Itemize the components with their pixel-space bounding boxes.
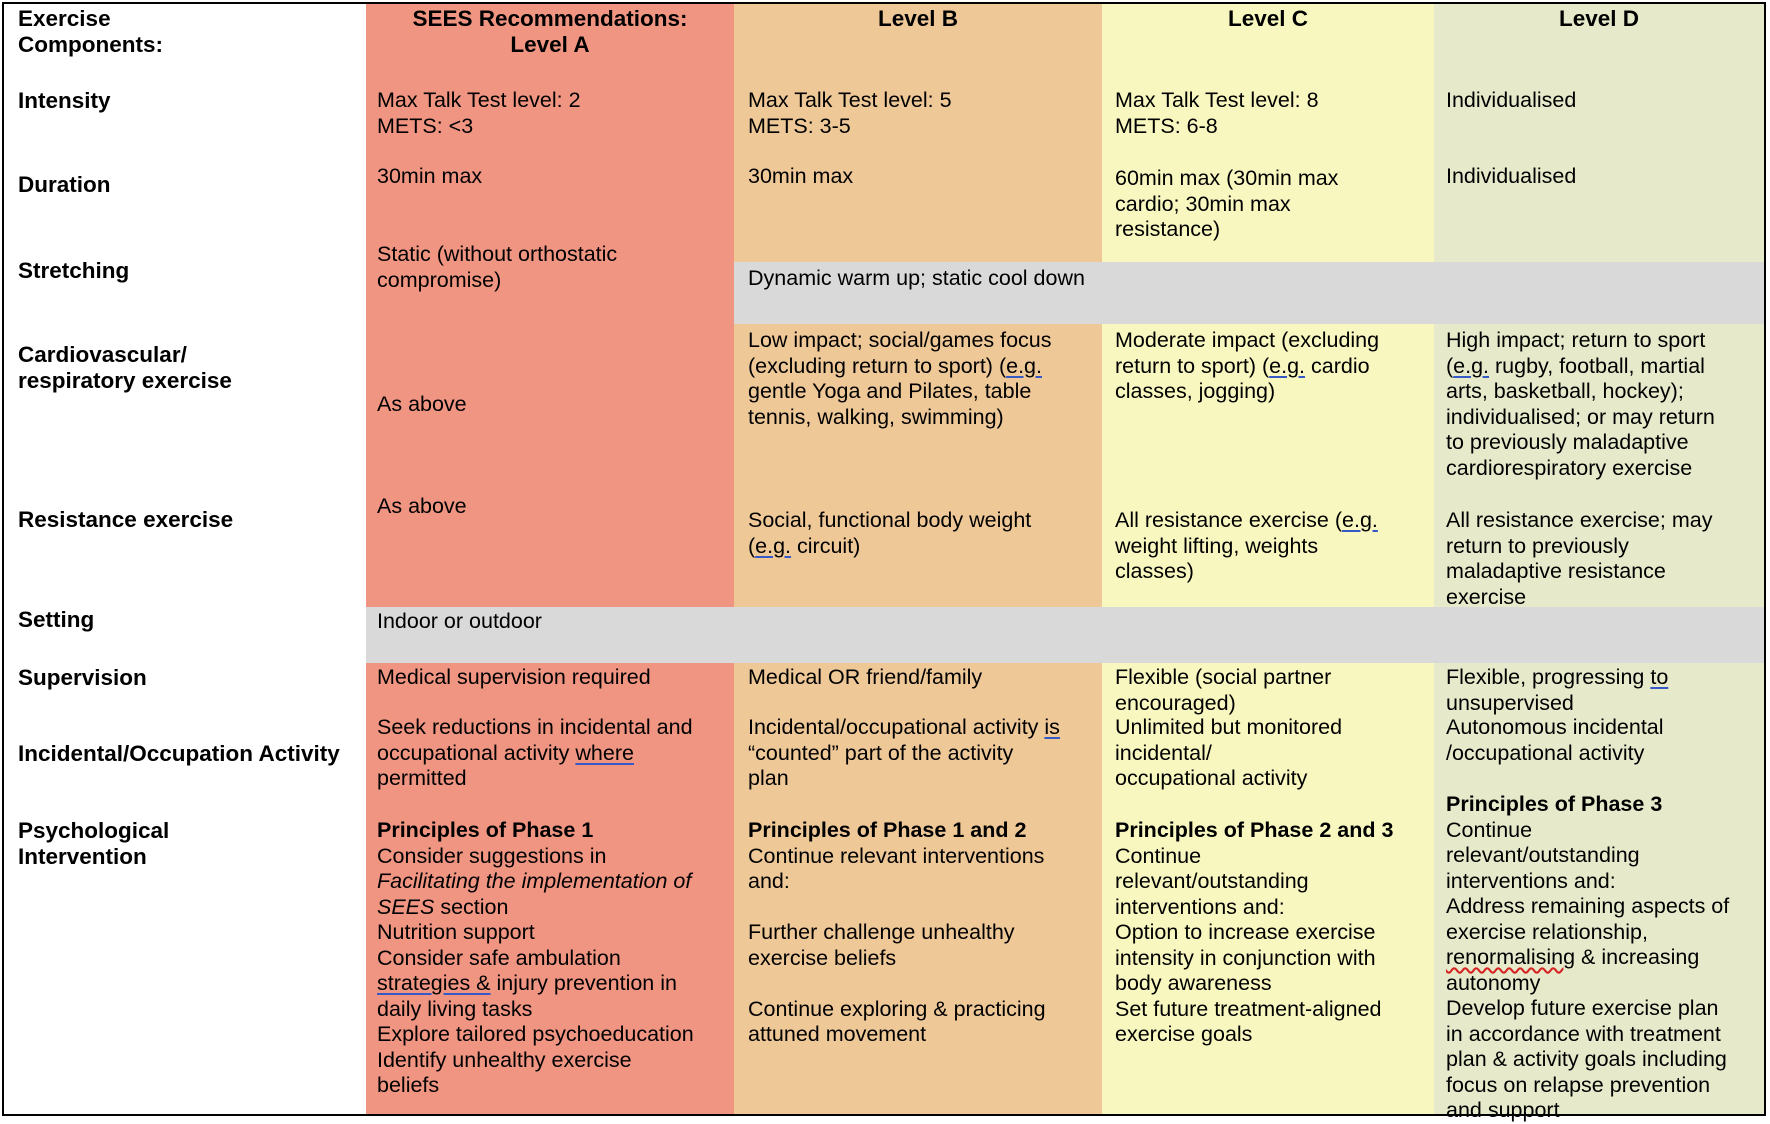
cardio-level-a: As above (377, 392, 467, 416)
row-label-setting: Setting (18, 607, 95, 632)
row-label-cardio: Cardiovascular/ respiratory exercise (18, 342, 232, 393)
row-label-duration: Duration (18, 172, 111, 197)
header-components: Exercise Components: (18, 6, 163, 57)
supervision-level-d: Flexible, progressing to unsupervised (1446, 665, 1669, 715)
stretching-levels-bcd: Dynamic warm up; static cool down (748, 266, 1085, 290)
duration-level-c: 60min max (30min max cardio; 30min max resistance) (1115, 166, 1339, 241)
duration-level-a: 30min max (377, 164, 483, 188)
psych-level-b: Principles of Phase 1 and 2 Continue relevant interventions and: Further challenge unhealthy exercise beliefs Continue exploring & practicing attuned movement (748, 818, 1046, 1046)
resistance-level-c: All resistance exercise (e.g. weight lifting, weights classes) (1115, 508, 1378, 583)
incidental-level-d: Autonomous incidental /occupational activity (1446, 715, 1664, 765)
incidental-level-c: Unlimited but monitored incidental/ occupational activity (1115, 715, 1343, 790)
cardio-level-d: High impact; return to sport (e.g. rugby, football, martial arts, basketball, hockey); individualised; or may return to previously maladaptive cardiorespiratory exercise (1446, 328, 1715, 480)
header-level-a: SEES Recommendations: Level A (412, 6, 688, 57)
intensity-level-c: Max Talk Test level: 8 METS: 6-8 (1115, 88, 1319, 138)
stretching-level-a: Static (without orthostatic compromise) (377, 242, 618, 292)
resistance-level-d: All resistance exercise; may return to previously maladaptive resistance exercise (1446, 508, 1713, 609)
row-label-supervision: Supervision (18, 665, 147, 690)
row-label-incidental: Incidental/Occupation Activity (18, 741, 340, 766)
header-level-c: Level C (1227, 6, 1309, 31)
intensity-level-d: Individualised (1446, 88, 1577, 112)
setting-all-levels: Indoor or outdoor (377, 609, 542, 633)
duration-level-d: Individualised (1446, 164, 1577, 188)
psych-level-d: Principles of Phase 3 Continue relevant/outstanding interventions and: Address remaining aspects of exercise relationship, renormalising & increasing autonomy Develop future exercise plan in accordance with treatment plan & activity goals including focus on relapse prevention and support (1446, 792, 1730, 1122)
supervision-level-b: Medical OR friend/family (748, 665, 983, 689)
header-level-b: Level B (877, 6, 959, 31)
psych-level-a: Principles of Phase 1 Consider suggestions in Facilitating the implementation of SEES section Nutrition support Consider safe ambulation strategies & injury prevention in daily living tasks Explore tailored psychoeducation Identify unhealthy exercise beliefs (377, 818, 694, 1097)
intensity-level-b: Max Talk Test level: 5 METS: 3-5 (748, 88, 952, 138)
resistance-level-b: Social, functional body weight (e.g. circuit) (748, 508, 1032, 558)
supervision-level-a: Medical supervision required (377, 665, 651, 689)
incidental-level-b: Incidental/occupational activity is “counted” part of the activity plan (748, 715, 1060, 790)
duration-level-b: 30min max (748, 164, 854, 188)
row-label-intensity: Intensity (18, 88, 111, 113)
row-label-resistance: Resistance exercise (18, 507, 234, 532)
psych-level-c: Principles of Phase 2 and 3 Continue relevant/outstanding interventions and: Option to increase exercise intensity in conjunction with body awareness Set future treatment-aligned exercise goals (1115, 818, 1394, 1046)
row-label-stretching: Stretching (18, 258, 130, 283)
supervision-level-c: Flexible (social partner encouraged) (1115, 665, 1332, 715)
cardio-level-c: Moderate impact (excluding return to sport) (e.g. cardio classes, jogging) (1115, 328, 1380, 403)
row-label-psych: Psychological Intervention (18, 818, 170, 869)
cardio-level-b: Low impact; social/games focus (excluding return to sport) (e.g. gentle Yoga and Pilates, table tennis, walking, swimming) (748, 328, 1052, 429)
header-level-d: Level D (1558, 6, 1640, 31)
intensity-level-a: Max Talk Test level: 2 METS: <3 (377, 88, 581, 138)
incidental-level-a: Seek reductions in incidental and occupational activity where permitted (377, 715, 693, 790)
resistance-level-a: As above (377, 494, 467, 518)
